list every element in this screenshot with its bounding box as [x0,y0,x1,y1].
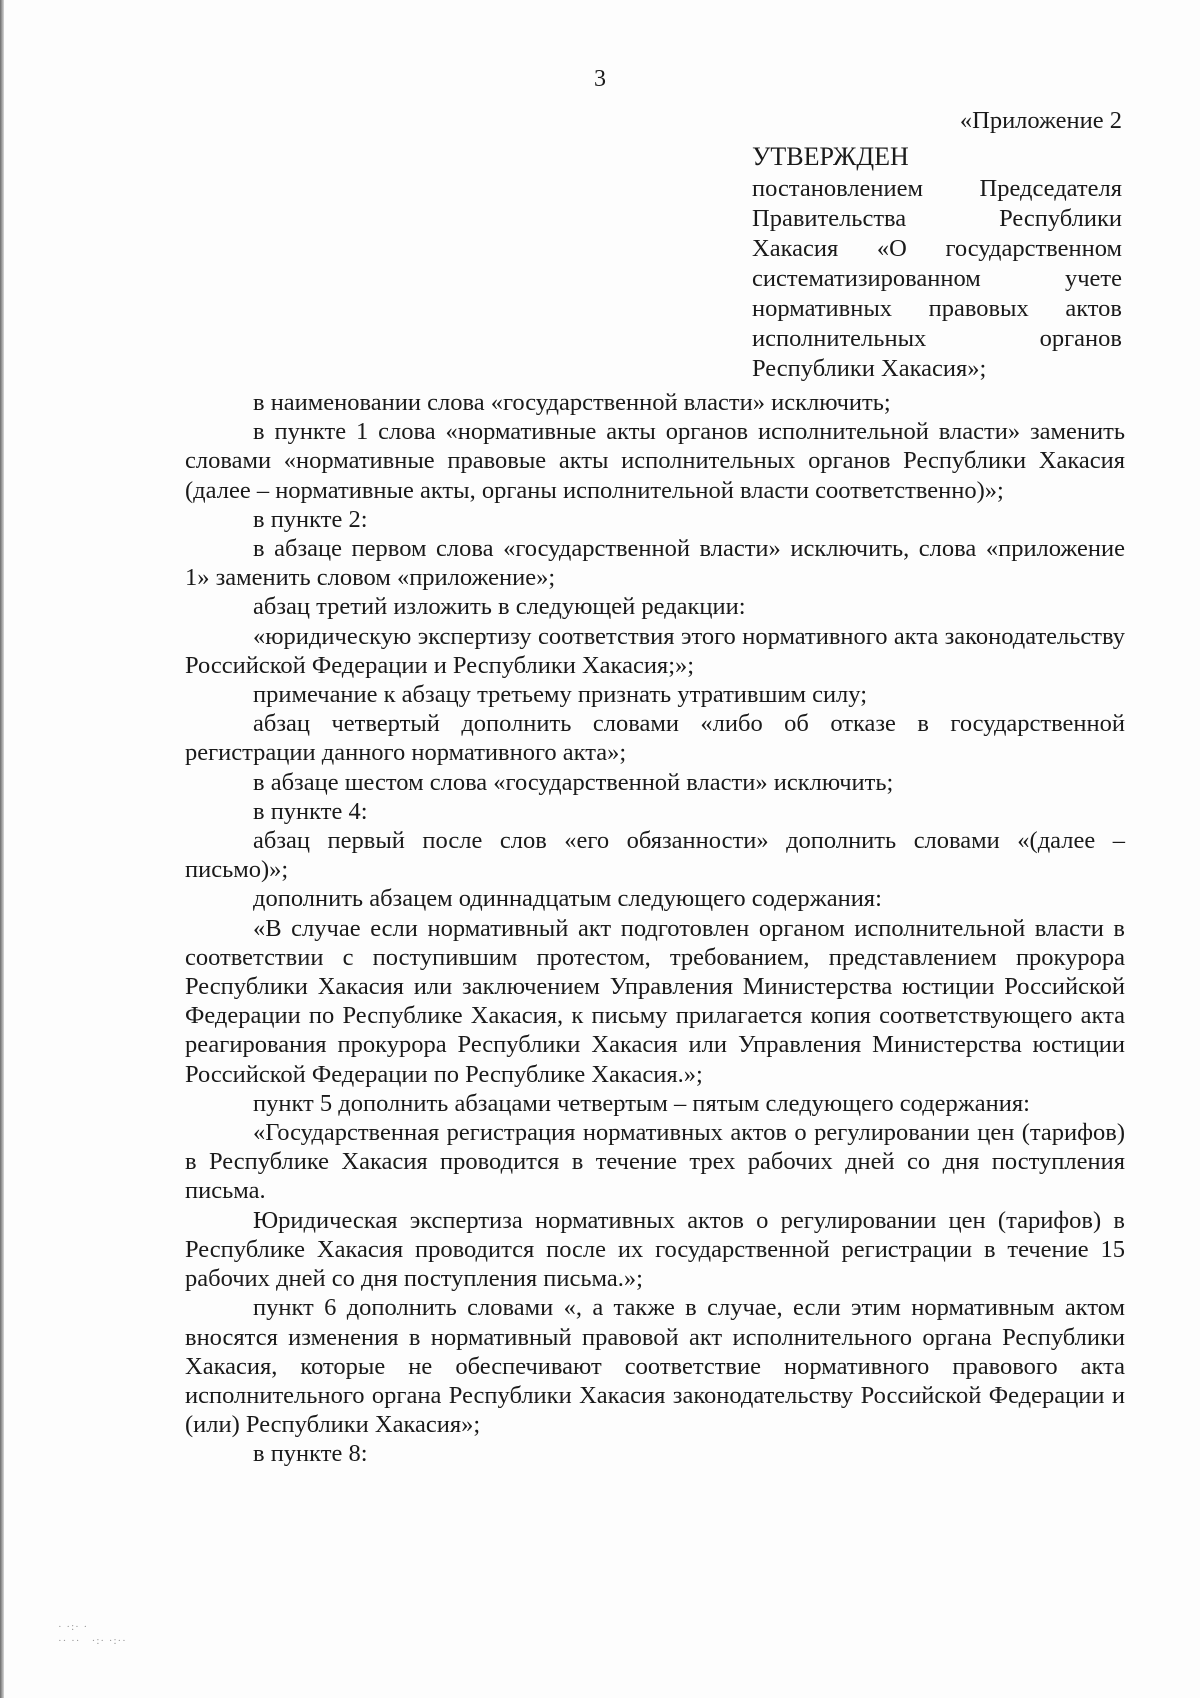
paragraph: в абзаце шестом слова «государственной власти» исключить; [253,768,894,796]
paragraph: в пункте 2: [253,505,368,533]
paragraph: в наименовании слова «государственной власти» исключить; [253,389,891,416]
decree-reference: постановлением Председателя Правительства Республики Хакасия «О государственном систематизированном учете нормативных правовых актов исполнительных органов Республики Хакасия»; [752,175,1122,382]
paragraph: абзац первый после слов «его обязанности» дополнить словами «(далее – письмо)»; [185,827,1125,884]
paragraph: в пункте 8: [253,1440,368,1468]
appendix-approval-block [752,106,1122,384]
page-number: 3 [594,66,606,92]
paragraph: пункт 6 дополнить словами «, а также в случае, если этим нормативным актом вносятся изменения в нормативный правовой акт исполнительного органа Республики Хакасия, которые не обеспечивают соответствие нормативного правового акта исполнительного органа Республики Хакасия законодательству Российской Федерации и (или) Республики Хакасия»; [185,1294,1125,1439]
paragraph: в пункте 1 слова «нормативные акты органов исполнительной власти» заменить словами «нормативные правовые акты исполнительных органов Республики Хакасия (далее – нормативные акты, органы исполнительной власти соответственно)»; [185,418,1125,504]
paragraph: абзац третий изложить в следующей редакции: [253,593,746,621]
scan-artifact-marks: · ·:· · ·· ·· ·:· ·:·· [58,1621,127,1647]
appendix-label: «Приложение 2 [959,107,1122,134]
paragraph: абзац четвертый дополнить словами «либо об отказе в государственной регистрации данного нормативного акта»; [185,710,1125,767]
paragraph: в пункте 4: [253,797,368,825]
paragraph: «юридическую экспертизу соответствия этого нормативного акта законодательству Российской Федерации и Республики Хакасия;»; [185,622,1125,679]
paragraph: «Государственная регистрация нормативных актов о регулировании цен (тарифов) в Республике Хакасия проводится в течение трех рабочих дней со дня поступления письма. [185,1119,1125,1205]
scan-edge-shadow [0,0,4,1698]
paragraph: «В случае если нормативный акт подготовлен органом исполнительной власти в соответствии с поступившим протестом, требованием, представлением прокурора Республики Хакасия или заключением Управления Министерства юстиции Российской Федерации по Республике Хакасия, к письму прилагается копия соответствующего акта реагирования прокурора Республики Хакасия или Управления Министерства юстиции Российской Федерации по Республике Хакасия.»; [185,914,1125,1088]
paragraph: дополнить абзацем одиннадцатым следующего содержания: [253,885,882,913]
paragraph: пункт 5 дополнить абзацами четвертым – пятым следующего содержания: [253,1089,1030,1117]
paragraph: в абзаце первом слова «государственной власти» исключить, слова «приложение 1» заменить словом «приложение»; [185,535,1125,592]
approved-heading: УТВЕРЖДЕН [752,142,909,171]
paragraph: примечание к абзацу третьему признать утратившим силу; [253,681,868,709]
paragraph: Юридическая экспертиза нормативных актов о регулировании цен (тарифов) в Республике Хакасия проводится после их государственной регистрации в течение 15 рабочих дней со дня поступления письма.»; [185,1206,1125,1293]
amendments-body [185,388,1125,1469]
